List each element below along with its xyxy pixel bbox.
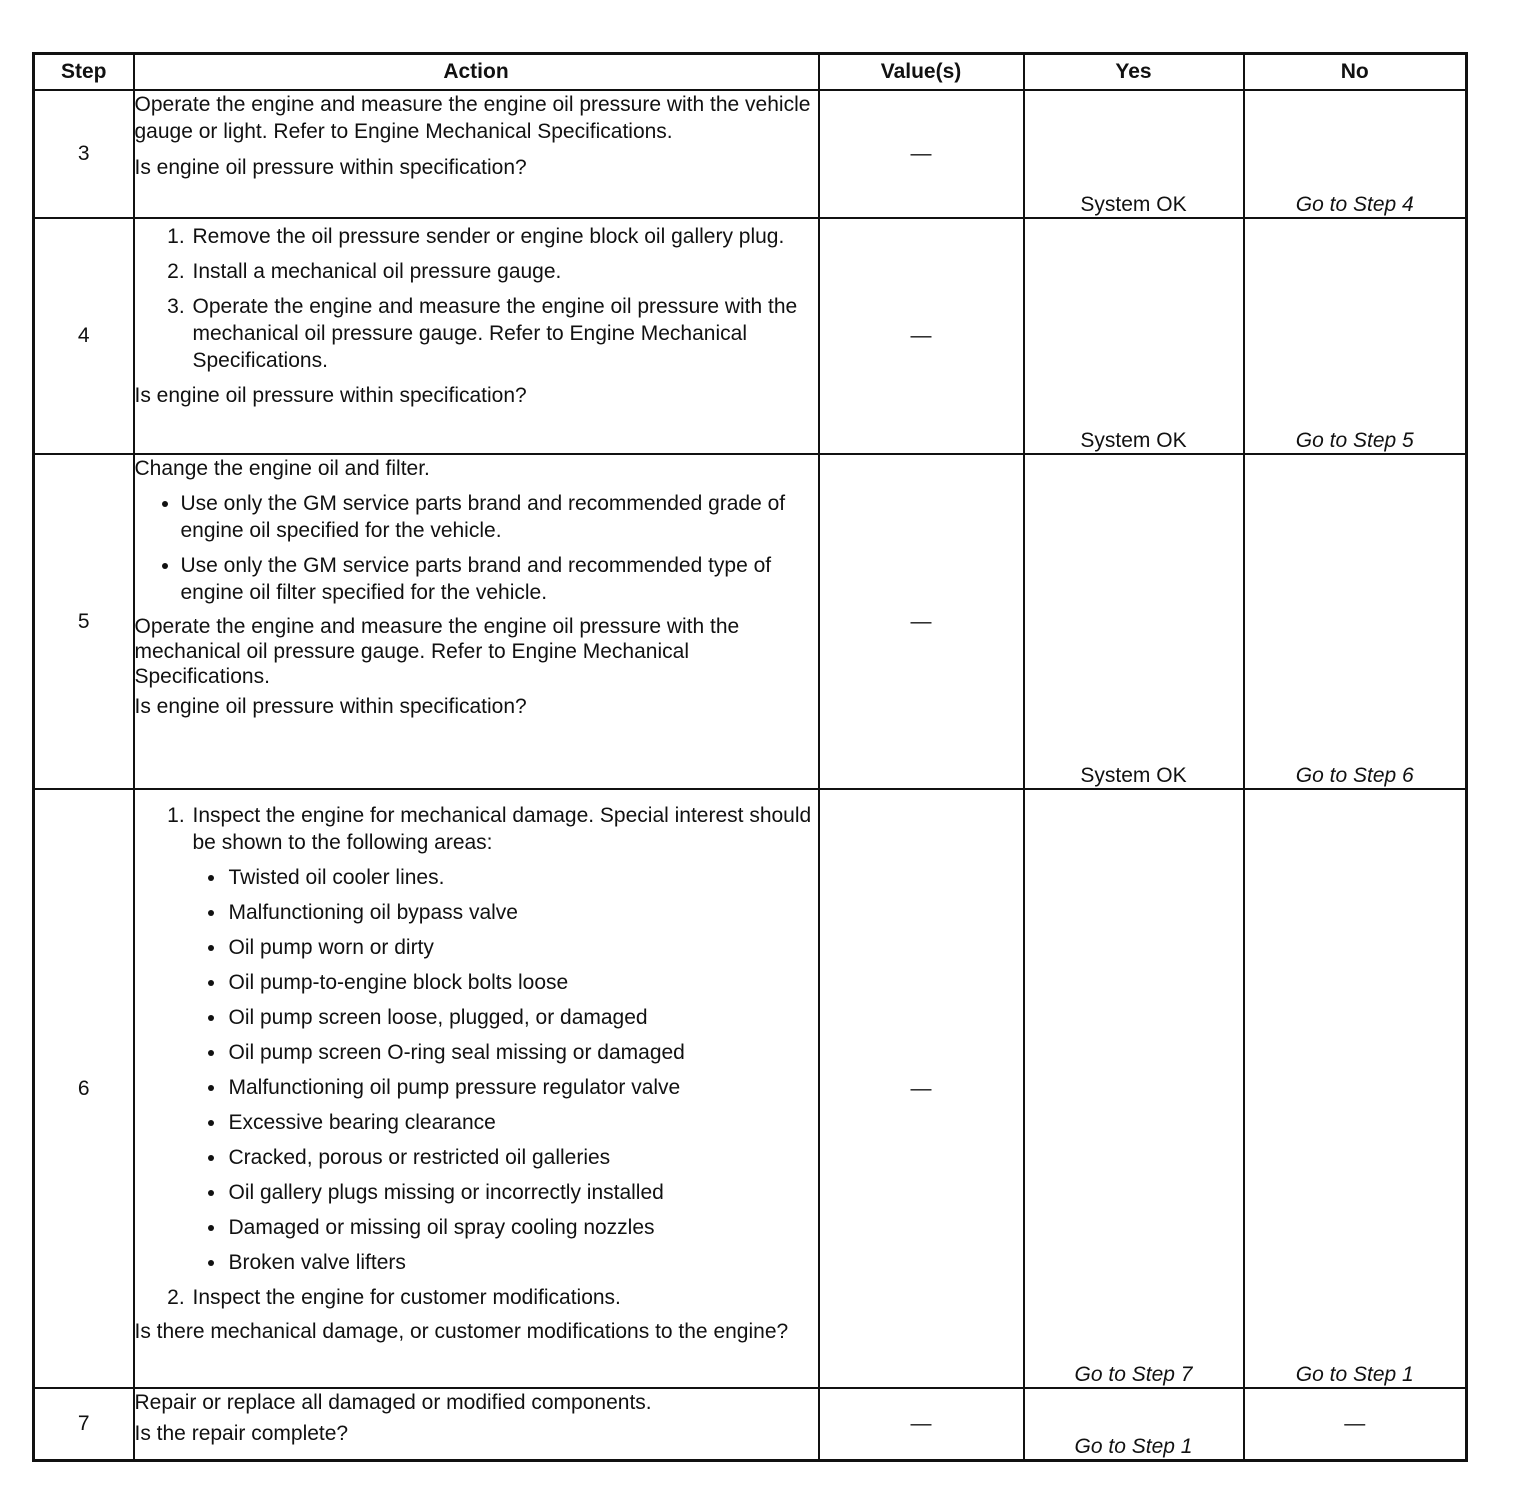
header-values: Value(s) [819,54,1024,91]
action-question: Is engine oil pressure within specification? [134,695,527,718]
action-text: Change the engine oil and filter. [134,457,430,480]
no-cell: Go to Step 1 [1244,789,1467,1388]
list-item [191,802,818,1276]
step-number: 7 [34,1388,134,1460]
action-text: Operate the engine and measure the engine oil pressure with the mechanical oil pressure gauge. Refer to Engine Mechanical Specifications. [134,615,740,688]
list-item: • Malfunctioning oil pump pressure regulator valve [227,1074,818,1101]
list-item: • Oil pump screen loose, plugged, or damaged [227,1004,818,1031]
list-item: • Broken valve lifters [227,1249,818,1276]
numbered-list [135,223,818,374]
no-cell: Go to Step 5 [1244,218,1467,454]
action-question: Is there mechanical damage, or customer modifications to the engine? [134,1320,789,1343]
no-cell: Go to Step 4 [1244,90,1467,218]
list-item: • Twisted oil cooler lines. [227,864,818,891]
step-number: 3 [34,90,134,218]
table-row [34,789,1467,1388]
diagnostic-table [32,52,1468,1462]
list-item: • Use only the GM service parts brand and recommended grade of engine oil specified for the vehicle. [181,490,818,544]
action-cell [134,218,819,454]
list-item: 3. Operate the engine and measure the engine oil pressure with the mechanical oil pressure gauge. Refer to Engine Mechanical Specifications. [191,293,818,374]
list-item: • Oil pump-to-engine block bolts loose [227,969,818,996]
no-cell: — [1244,1388,1467,1460]
step-number: 4 [34,218,134,454]
header-step: Step [34,54,134,91]
header-yes: Yes [1024,54,1244,91]
header-no: No [1244,54,1467,91]
table-row [34,454,1467,789]
action-question: Is engine oil pressure within specification? [134,384,527,407]
action-question: Is engine oil pressure within specification? [134,156,527,179]
value-cell: — [819,218,1024,454]
list-item: 1. Remove the oil pressure sender or engine block oil gallery plug. [191,223,818,250]
numbered-list [135,802,818,1311]
action-text: Operate the engine and measure the engine oil pressure with the vehicle gauge or light. Refer to Engine Mechanical Specifications. [134,93,811,143]
yes-cell: System OK [1024,454,1244,789]
list-item: • Use only the GM service parts brand and recommended type of engine oil filter specified for the vehicle. [181,552,818,606]
list-item: • Excessive bearing clearance [227,1109,818,1136]
value-cell: — [819,454,1024,789]
list-item: • Oil gallery plugs missing or incorrectly installed [227,1179,818,1206]
table-row [34,218,1467,454]
bullet-list [193,864,818,1276]
list-item-text: Inspect the engine for mechanical damage. Special interest should be shown to the following areas: [192,804,812,854]
action-question: Is the repair complete? [134,1422,349,1445]
list-item: • Damaged or missing oil spray cooling nozzles [227,1214,818,1241]
action-cell [134,789,819,1388]
yes-cell: System OK [1024,218,1244,454]
list-item: 2. Install a mechanical oil pressure gauge. [191,258,818,285]
list-item: 2. Inspect the engine for customer modifications. [191,1284,818,1311]
yes-cell: System OK [1024,90,1244,218]
list-item: • Oil pump worn or dirty [227,934,818,961]
value-cell: — [819,1388,1024,1460]
action-cell [134,1388,819,1460]
no-cell: Go to Step 6 [1244,454,1467,789]
step-number: 6 [34,789,134,1388]
table-row [34,90,1467,218]
action-cell [134,454,819,789]
action-cell [134,90,819,218]
table-row [34,1388,1467,1460]
list-item: • Cracked, porous or restricted oil galleries [227,1144,818,1171]
list-item: • Oil pump screen O-ring seal missing or damaged [227,1039,818,1066]
bullet-list [135,490,818,606]
list-item: • Malfunctioning oil bypass valve [227,899,818,926]
value-cell: — [819,90,1024,218]
header-action: Action [134,54,819,91]
header-row [34,54,1467,91]
step-number: 5 [34,454,134,789]
action-text: Repair or replace all damaged or modified components. [134,1391,652,1414]
yes-cell: Go to Step 1 [1024,1388,1244,1460]
value-cell: — [819,789,1024,1388]
yes-cell: Go to Step 7 [1024,789,1244,1388]
